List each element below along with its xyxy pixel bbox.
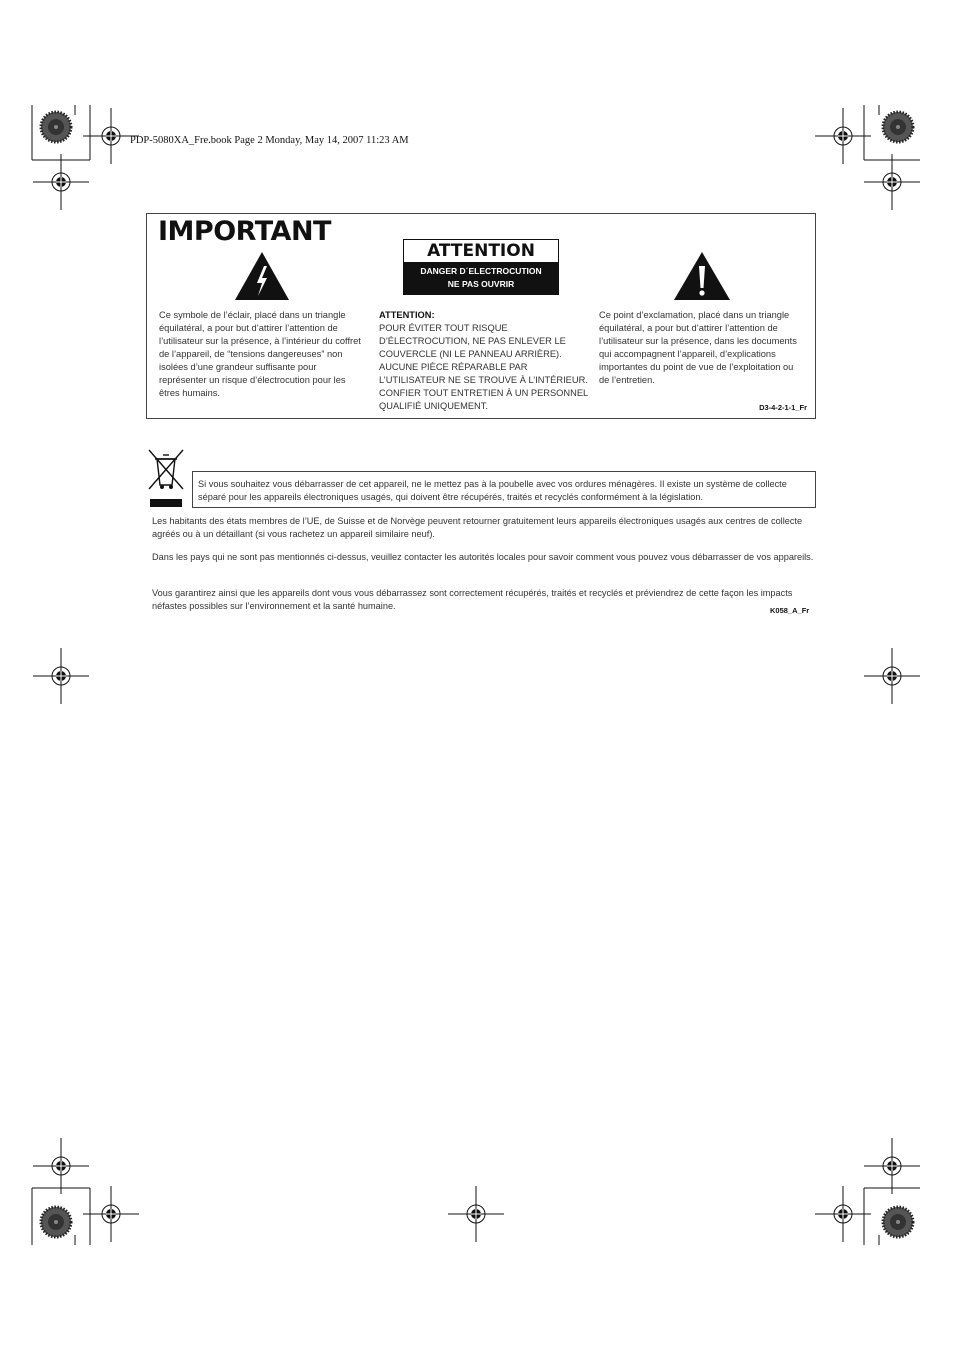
exclamation-warning-icon — [672, 250, 732, 302]
disposal-code: K058_A_Fr — [770, 606, 810, 615]
color-target-icon — [883, 1207, 913, 1237]
color-target-icon — [883, 112, 913, 142]
lightning-warning-icon — [233, 250, 291, 302]
attention-label-title: ATTENTION — [404, 240, 558, 262]
registration-mark-icon — [864, 154, 920, 210]
attention-warning — [379, 309, 589, 413]
disposal-paragraph-2: Dans les pays qui ne sont pas mentionnés ci-dessus, veuillez contacter les autorités locales pour savoir comment vous pouvez vous débarrasser de vos appareils. — [152, 552, 814, 562]
registration-mark-icon — [864, 1138, 920, 1194]
important-title: IMPORTANT — [158, 216, 331, 247]
attention-label — [403, 239, 559, 295]
attention-label-line1: DANGER D´ELECTROCUTION — [420, 266, 542, 276]
registration-mark-icon — [33, 154, 89, 210]
crossed-bin-icon — [146, 447, 186, 509]
registration-mark-icon — [815, 1186, 871, 1242]
color-target-icon — [41, 112, 71, 142]
registration-mark-icon — [815, 108, 871, 164]
registration-mark-icon — [33, 1138, 89, 1194]
lightning-explanation: Ce symbole de l’éclair, placé dans un triangle équilatéral, a pour but d’attirer l’attention de l’utilisateur sur la présence, à l’intérieur du coffret de l’appareil, de “tensions dangereuses” non isolées d’une grandeur suffisante pour représenter un risque d’électrocution pour les êtres humains. — [159, 310, 361, 398]
attention-heading: ATTENTION: — [379, 310, 435, 320]
disposal-notice-box: Si vous souhaitez vous débarrasser de cet appareil, ne le mettez pas à la poubelle avec vos ordures ménagères. Il existe un système de collecte séparé pour les appareils électroniques usagés, qui doivent être récupérés, traités et recyclés conformément à la législation. — [192, 471, 816, 508]
exclamation-explanation: Ce point d’exclamation, placé dans un triangle équilatéral, a pour but d’attirer l’attention de l’utilisateur sur la présence, dans les documents qui accompagnent l’appareil, d’explications importantes du point de vue de l’exploitation ou de l’entretien. — [599, 310, 797, 385]
registration-mark-icon — [448, 1186, 504, 1242]
registration-mark-icon — [83, 1186, 139, 1242]
attention-text: POUR ÉVITER TOUT RISQUE D’ÉLECTROCUTION, NE PAS ENLEVER LE COUVERCLE (NI LE PANNEAU ARRIÈRE). AUCUNE PIÈCE RÉPARABLE PAR L’UTILISATEUR NE SE TROUVE À L’INTÉRIEUR. CONFIER TOUT ENTRETIEN À UN PERSONNEL QUALIFIÉ UNIQUEMENT. — [379, 323, 588, 411]
attention-label-line2: NE PAS OUVRIR — [447, 279, 515, 289]
disposal-paragraph-1: Les habitants des états membres de l’UE, de Suisse et de Norvège peuvent retourner gratuitement leurs appareils électroniques usagés aux centres de collecte agréés ou à un détaillant (si vous rachetez un appareil similaire neuf). — [152, 516, 803, 539]
book-info-header: PDP-5080XA_Fre.book Page 2 Monday, May 14, 2007 11:23 AM — [130, 135, 409, 146]
document-code: D3-4-2-1-1_Fr — [759, 403, 807, 412]
disposal-paragraph-3: Vous garantirez ainsi que les appareils dont vous vous débarrassez sont correctement récupérés, traités et recyclés et préviendrez de cette façon les impacts néfastes possibles sur l’environnement et la santé humaine. — [152, 588, 793, 611]
registration-mark-icon — [33, 648, 89, 704]
important-safety-box — [146, 213, 816, 419]
color-target-icon — [41, 1207, 71, 1237]
registration-mark-icon — [864, 648, 920, 704]
attention-label-band — [404, 262, 558, 294]
